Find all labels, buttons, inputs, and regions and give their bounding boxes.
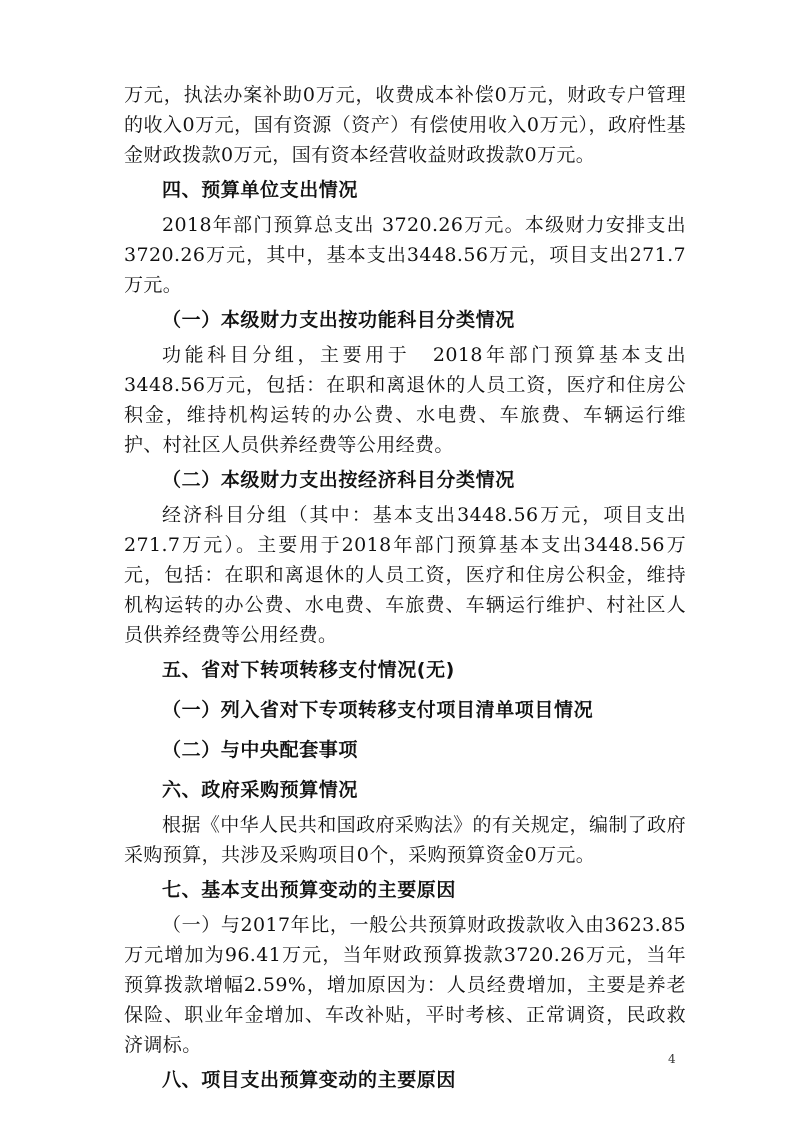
paragraph-functional-classification: 功能科目分组，主要用于 2018年部门预算基本支出3448.56万元，包括：在职和离退休的人员工资，医疗和住房公积金，维持机构运转的办公费、水电费、车旅费、车辆运行维护、村社区人员供养经费等公用经费。 bbox=[124, 344, 686, 456]
page-number: 4 bbox=[668, 1052, 676, 1066]
subsection-heading-4-1: （一）本级财力支出按功能科目分类情况 bbox=[162, 309, 515, 331]
paragraph-economic-classification: 经济科目分组（其中：基本支出3448.56万元，项目支出271.7万元）。主要用于2018年部门预算基本支出3448.56万元，包括：在职和离退休的人员工资，医疗和住房公积金，维持机构运转的办公费、水电费、车旅费、车辆运行维护、村社区人员供养经费等公用经费。 bbox=[124, 504, 686, 646]
paragraph-total-expenditure: 2018年部门预算总支出 3720.26万元。本级财力安排支出3720.26万元，其中，基本支出3448.56万元，项目支出271.7万元。 bbox=[124, 214, 686, 296]
section-heading-6: 六、政府采购预算情况 bbox=[162, 779, 359, 801]
section-heading-4: 四、预算单位支出情况 bbox=[162, 179, 359, 201]
section-heading-5: 五、省对下转项转移支付情况(无) bbox=[162, 659, 455, 681]
paragraph-income-continuation: 万元，执法办案补助0万元，收费成本补偿0万元，财政专户管理的收入0万元，国有资源（资产）有偿使用收入0万元），政府性基金财政拨款0万元，国有资本经营收益财政拨款0万元。 bbox=[124, 84, 686, 166]
section-heading-7: 七、基本支出预算变动的主要原因 bbox=[162, 879, 457, 901]
paragraph-procurement: 根据《中华人民共和国政府采购法》的有关规定，编制了政府采购预算，共涉及采购项目0个，采购预算资金0万元。 bbox=[124, 814, 686, 866]
subsection-heading-5-2: （二）与中央配套事项 bbox=[162, 739, 359, 761]
subsection-heading-5-1: （一）列入省对下专项转移支付项目清单项目情况 bbox=[162, 699, 594, 721]
paragraph-basic-expenditure-change: （一）与2017年比，一般公共预算财政拨款收入由3623.85万元增加为96.41万元，当年财政预算拨款3720.26万元，当年预算拨款增幅2.59%，增加原因为：人员经费增加，主要是养老保险、职业年金增加、车改补贴，平时考核、正常调资，民政救济调标。 bbox=[124, 914, 686, 1056]
section-heading-8: 八、项目支出预算变动的主要原因 bbox=[162, 1069, 457, 1091]
subsection-heading-4-2: （二）本级财力支出按经济科目分类情况 bbox=[162, 469, 515, 491]
page-body bbox=[124, 80, 686, 1100]
